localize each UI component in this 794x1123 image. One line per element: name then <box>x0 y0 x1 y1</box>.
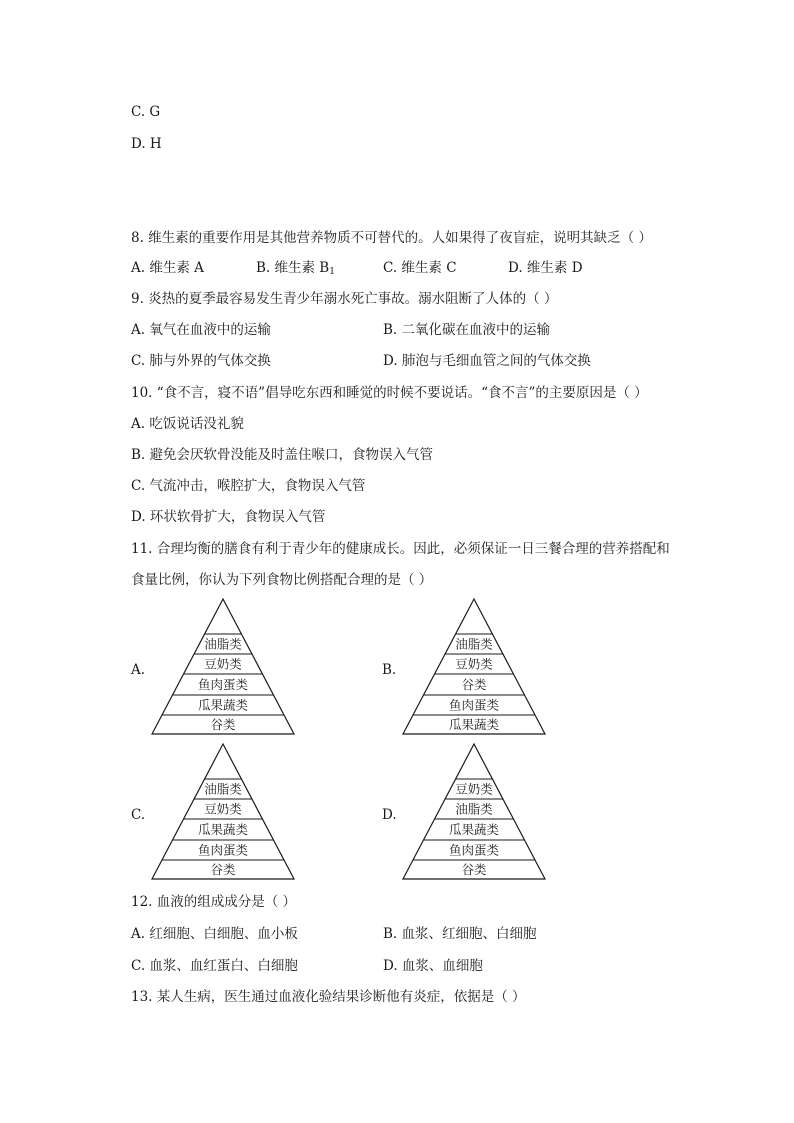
q12-option-d: D. 血浆、血细胞 <box>383 958 483 974</box>
pyramid-layer-label: 豆奶类 <box>455 781 493 797</box>
pyramid-layer-label: 油脂类 <box>204 781 242 797</box>
q12-option-c: C. 血浆、血红蛋白、白细胞 <box>131 958 298 974</box>
q10-option-d: D. 环状软骨扩大，食物误入气管 <box>131 509 326 525</box>
pyramid-layer-label: 瓜果蔬类 <box>448 822 500 837</box>
q9-option-c: C. 肺与外界的气体交换 <box>131 353 271 369</box>
q12-option-b: B. 血浆、红细胞、白细胞 <box>383 926 537 942</box>
q10-option-a: A. 吃饭说话没礼貌 <box>131 416 244 432</box>
question-11-stem-line1: 11. 合理均衡的膳食有利于青少年的健康成长。因此，必须保证一日三餐合理的营养搭配和 <box>131 541 670 557</box>
pyramid-layer-label: 豆奶类 <box>204 656 242 672</box>
question-8-stem: 8. 维生素的重要作用是其他营养物质不可替代的。人如果得了夜盲症，说明其缺乏（ ） <box>131 230 652 246</box>
pyramid-layer-label: 鱼肉蛋类 <box>197 842 249 858</box>
question-10-stem: 10. “食不言，寝不语”倡导吃东西和睡觉的时候不要说话。“食不言”的主要原因是（ ） <box>131 385 648 401</box>
q8-option-c: C. 维生素 C <box>383 260 457 276</box>
q10-option-c: C. 气流冲击，喉腔扩大，食物误入气管 <box>131 478 366 494</box>
pyramid-layer-label: 谷类 <box>461 862 487 877</box>
q9-option-d: D. 肺泡与毛细血管之间的气体交换 <box>383 353 591 369</box>
pyramid-layer-label: 瓜果蔬类 <box>197 697 249 713</box>
q8-option-b: B. 维生素 $B_1$ <box>256 260 335 277</box>
pyramid-layer-label: 油脂类 <box>455 801 493 817</box>
pyramid-layer-label: 鱼肉蛋类 <box>197 677 249 692</box>
q12-option-a: A. 红细胞、白细胞、血小板 <box>131 926 298 942</box>
pyramid-a-label: A. <box>131 662 146 678</box>
pyramid-b <box>403 598 545 735</box>
pyramid-a <box>152 598 294 735</box>
pyramid-layer-label: 鱼肉蛋类 <box>448 697 500 713</box>
pyramid-layer-label: 瓜果蔬类 <box>197 822 249 837</box>
question-11-stem-line2: 食量比例，你认为下列食物比例搭配合理的是（ ） <box>131 572 433 588</box>
pyramid-layer-label: 油脂类 <box>204 636 242 652</box>
pyramid-layer-label: 瓜果蔬类 <box>448 717 500 732</box>
pyramid-b-label: B. <box>382 662 397 678</box>
pyramid-c <box>152 743 294 880</box>
option-d-prev: D. H <box>131 136 162 152</box>
q8-option-a: A. 维生素 A <box>131 260 204 276</box>
option-c-prev: C. G <box>131 104 161 120</box>
pyramid-layer-label: 谷类 <box>461 677 487 692</box>
question-13-stem: 13. 某人生病，医生通过血液化验结果诊断他有炎症，依据是（ ） <box>131 989 526 1005</box>
pyramid-c-label: C. <box>131 807 146 823</box>
pyramid-layer-label: 鱼肉蛋类 <box>448 842 500 858</box>
pyramid-layer-label: 谷类 <box>210 717 236 732</box>
q10-option-b: B. 避免会厌软骨没能及时盖住喉口，食物误入气管 <box>131 447 434 463</box>
q8-option-d: D. 维生素 D <box>508 260 583 276</box>
question-9-stem: 9. 炎热的夏季最容易发生青少年溺水死亡事故。溺水阻断了人体的（ ） <box>131 291 558 307</box>
q9-option-a: A. 氧气在血液中的运输 <box>131 322 271 338</box>
question-12-stem: 12. 血液的组成成分是（ ） <box>131 894 297 910</box>
pyramid-layer-label: 油脂类 <box>455 636 493 652</box>
pyramid-layer-label: 豆奶类 <box>455 656 493 672</box>
pyramid-d-label: D. <box>382 807 397 823</box>
pyramid-layer-label: 豆奶类 <box>204 801 242 817</box>
pyramid-layer-label: 谷类 <box>210 862 236 877</box>
q9-option-b: B. 二氧化碳在血液中的运输 <box>383 322 551 338</box>
pyramid-d <box>403 743 545 880</box>
